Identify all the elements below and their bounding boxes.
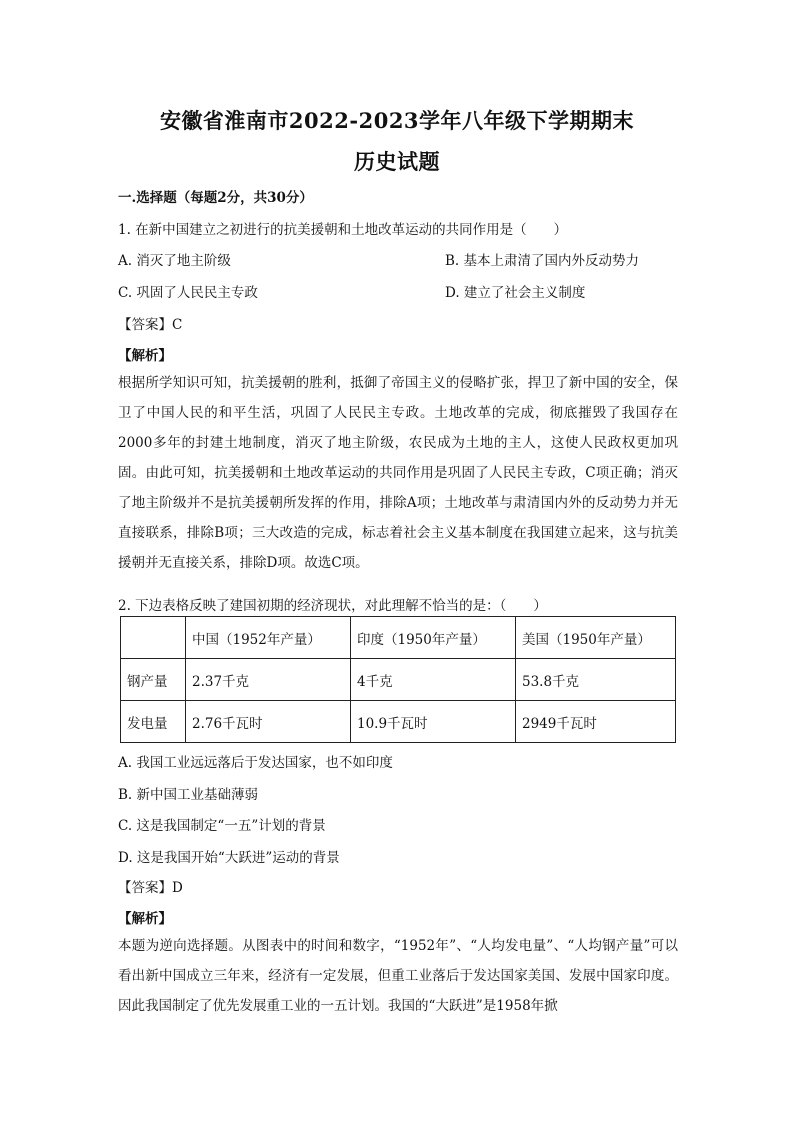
question-2-table — [120, 616, 676, 743]
table-cell: 发电量 — [121, 701, 186, 743]
document-title: 安徽省淮南市2022-2023学年八年级下学期期末 — [159, 108, 635, 133]
question-2-answer: 【答案】D — [118, 880, 183, 896]
document-subtitle: 历史试题 — [354, 149, 440, 174]
table-header-cell: 美国（1950年产量） — [516, 617, 676, 659]
question-1-option-c: C. 巩固了人民民主专政 — [118, 285, 258, 301]
question-2-option-b: B. 新中国工业基础薄弱 — [118, 787, 259, 803]
question-2-stem: 2. 下边表格反映了建国初期的经济现状，对此理解不恰当的是：（ ） — [118, 598, 547, 614]
table-cell: 53.8千克 — [516, 659, 676, 701]
table-row — [121, 659, 676, 701]
table-cell: 钢产量 — [121, 659, 186, 701]
question-2-analysis: 本题为逆向选择题。从图表中的时间和数字，“1952年”、“人均发电量”、“人均钢产量”可以看出新中国成立三年来，经济有一定发展，但重工业落后于发达国家美国、发展中国家印度。因此我国制定了优先发展重工业的一五计划。我国的“大跃进”是1958年掀 — [118, 938, 678, 1014]
question-1-option-b: B. 基本上肃清了国内外反动势力 — [445, 253, 640, 269]
table-header-cell: 印度（1950年产量） — [351, 617, 516, 659]
table-header-cell — [121, 617, 186, 659]
question-1-answer: 【答案】C — [118, 317, 183, 333]
question-1-option-d: D. 建立了社会主义制度 — [445, 285, 586, 301]
table-header-row — [121, 617, 676, 659]
section-heading: 一.选择题（每题2分，共30分） — [118, 190, 313, 206]
table-header-cell: 中国（1952年产量） — [186, 617, 351, 659]
question-2-analysis-label: 【解析】 — [118, 911, 172, 927]
question-1-option-a: A. 消灭了地主阶级 — [118, 253, 231, 269]
table-row — [121, 701, 676, 743]
table-cell: 10.9千瓦时 — [351, 701, 516, 743]
question-2-option-c: C. 这是我国制定“一五”计划的背景 — [118, 818, 326, 834]
question-1-stem: 1. 在新中国建立之初进行的抗美援朝和土地改革运动的共同作用是（ ） — [118, 222, 568, 238]
question-1-analysis-label: 【解析】 — [118, 348, 172, 364]
question-2-option-d: D. 这是我国开始“大跃进”运动的背景 — [118, 850, 340, 866]
table-cell: 2949千瓦时 — [516, 701, 676, 743]
table-cell: 4千克 — [351, 659, 516, 701]
table-cell: 2.76千瓦时 — [186, 701, 351, 743]
table-cell: 2.37千克 — [186, 659, 351, 701]
question-1-analysis: 根据所学知识可知，抗美援朝的胜利，抵御了帝国主义的侵略扩张，捍卫了新中国的安全，保卫了中国人民的和平生活，巩固了人民民主专政。土地改革的完成，彻底摧毁了我国存在2000多年的封建土地制度，消灭了地主阶级，农民成为土地的主人，这使人民政权更加巩固。由此可知，抗美援朝和土地改革运动的共同作用是巩固了人民民主专政，C项正确；消灭了地主阶级并不是抗美援朝所发挥的作用，排除A项；土地改革与肃清国内外的反动势力并无直接联系，排除B项；三大改造的完成，标志着社会主义基本制度在我国建立起来，这与抗美援朝并无直接关系，排除D项。故选C项。 — [118, 375, 678, 571]
question-2-option-a: A. 我国工业远远落后于发达国家，也不如印度 — [118, 755, 393, 771]
